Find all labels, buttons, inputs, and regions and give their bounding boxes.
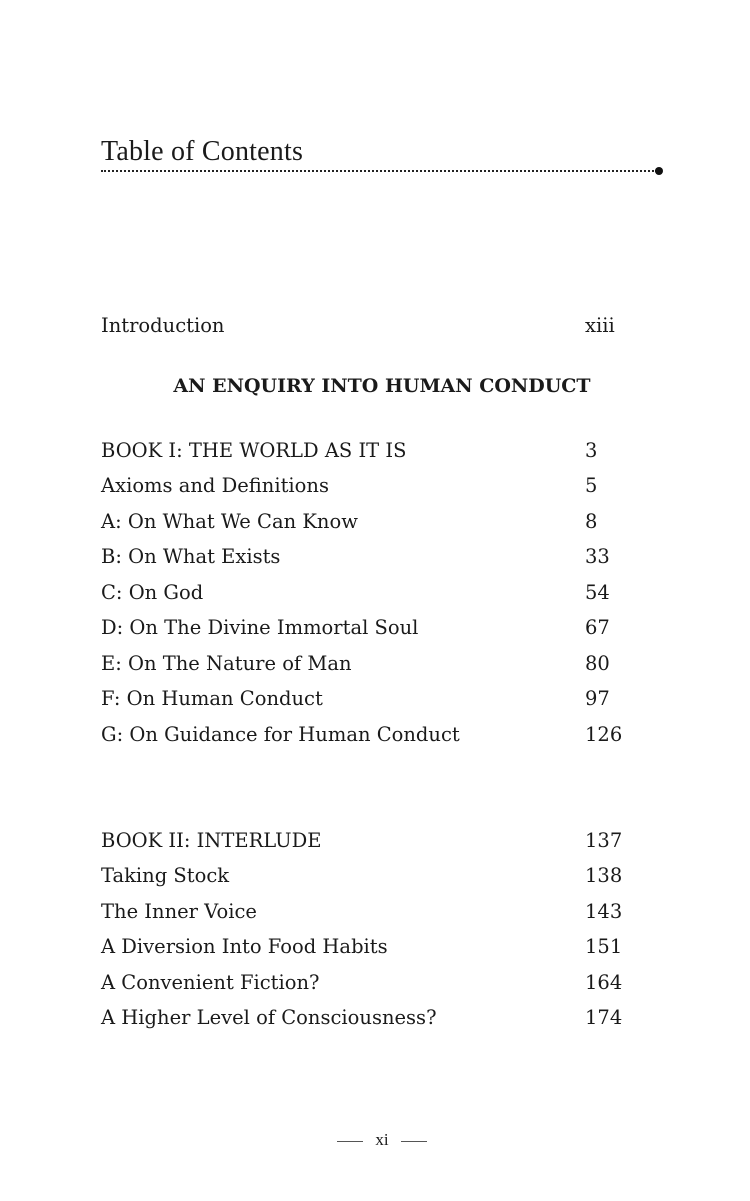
toc-entry-page: 138: [585, 864, 623, 887]
toc-entry-page: 33: [585, 545, 610, 568]
toc-entry: [101, 507, 641, 537]
toc-entry: [101, 436, 641, 466]
toc-entry-label: Axioms and Definitions: [101, 474, 329, 497]
toc-entry: [101, 861, 641, 891]
toc-entry-page: 126: [585, 723, 623, 746]
toc-entry-label: A Higher Level of Consciousness?: [101, 1006, 437, 1029]
toc-entry-label: F: On Human Conduct: [101, 687, 323, 710]
page-footer: [0, 1130, 750, 1150]
toc-entry-label: A Convenient Fiction?: [101, 971, 320, 994]
toc-entry: [101, 1003, 641, 1033]
footer-dash-left: [337, 1141, 363, 1142]
toc-entry-label: E: On The Nature of Man: [101, 652, 352, 675]
toc-entry: [101, 649, 641, 679]
toc-entry-page: 5: [585, 474, 598, 497]
toc-entry-page: 67: [585, 616, 610, 639]
page-number: xi: [375, 1130, 389, 1149]
toc-entry-label: G: On Guidance for Human Conduct: [101, 723, 460, 746]
footer-dash-right: [401, 1141, 427, 1142]
toc-entry-page: xiii: [585, 314, 615, 337]
toc-entry: [101, 542, 641, 572]
toc-entry-page: 3: [585, 439, 598, 462]
toc-entry-label: A: On What We Can Know: [101, 510, 358, 533]
part-heading: AN ENQUIRY INTO HUMAN CONDUCT: [173, 375, 591, 397]
toc-entry: [101, 613, 641, 643]
toc-entry: [101, 897, 641, 927]
toc-entry-label: BOOK II: INTERLUDE: [101, 829, 322, 852]
toc-entry: [101, 932, 641, 962]
toc-entry-page: 164: [585, 971, 623, 994]
toc-entry-label: Taking Stock: [101, 864, 230, 887]
title-dotted-rule: [101, 170, 657, 172]
toc-entry: [101, 471, 641, 501]
toc-entry-page: 97: [585, 687, 610, 710]
toc-entry-label: A Diversion Into Food Habits: [101, 935, 388, 958]
toc-entry-page: 143: [585, 900, 623, 923]
toc-entry: [101, 968, 641, 998]
toc-entry-label: Introduction: [101, 314, 225, 337]
toc-entry-page: 137: [585, 829, 623, 852]
toc-entry-introduction: [101, 311, 641, 341]
toc-entry: [101, 720, 641, 750]
toc-entry: [101, 684, 641, 714]
toc-entry-label: C: On God: [101, 581, 204, 604]
page-title: Table of Contents: [101, 136, 304, 167]
toc-entry-page: 8: [585, 510, 598, 533]
toc-entry-label: BOOK I: THE WORLD AS IT IS: [101, 439, 407, 462]
rule-end-dot-icon: [655, 167, 663, 175]
toc-entry: [101, 578, 641, 608]
toc-entry-page: 80: [585, 652, 610, 675]
toc-entry-label: D: On The Divine Immortal Soul: [101, 616, 419, 639]
toc-entry-page: 54: [585, 581, 610, 604]
toc-entry-page: 151: [585, 935, 623, 958]
toc-entry: [101, 826, 641, 856]
toc-entry-label: B: On What Exists: [101, 545, 281, 568]
toc-entry-label: The Inner Voice: [101, 900, 257, 923]
toc-entry-page: 174: [585, 1006, 623, 1029]
